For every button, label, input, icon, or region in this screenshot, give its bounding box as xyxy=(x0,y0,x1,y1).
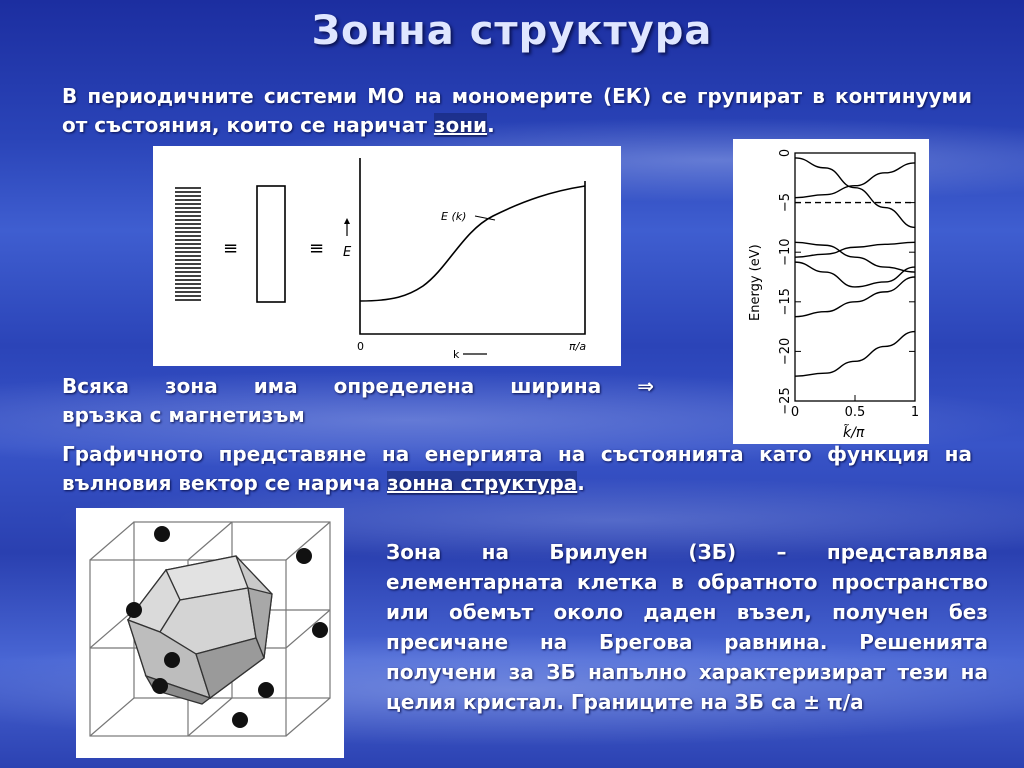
intro-end: . xyxy=(487,113,495,137)
y-tick-label: −5 xyxy=(778,193,793,213)
k-axis-label: k xyxy=(453,348,460,361)
intro-paragraph xyxy=(62,82,972,140)
equiv-sign-1: ≡ xyxy=(223,238,239,259)
brillouin-paragraph xyxy=(386,537,988,717)
x-tick-label: 0 xyxy=(790,405,800,420)
equiv-sign-2: ≡ xyxy=(309,238,325,259)
dispersion-frame xyxy=(360,158,585,334)
band-line-5 xyxy=(795,262,915,287)
chart-ylabel: Energy (eV) xyxy=(748,244,763,321)
slide-title: Зонна структура xyxy=(311,8,713,54)
band-width-text: Всяка зона има определена ширина xyxy=(62,374,638,398)
truncated-octahedron xyxy=(128,556,272,704)
band-structure-end: . xyxy=(577,471,585,495)
brillouin-text: Зона на Брилуен (ЗБ) – представлява елементарната клетка в обратното пространство или обемът около даден възел, получен без пресичане на Брегова равнина. Решенията получени за ЗБ напълно характеризират тези на целия кристал. Границите на ЗБ са xyxy=(386,540,988,714)
band-structure-term: зонна структура xyxy=(387,471,578,495)
end-label: π/a xyxy=(569,340,587,353)
band-line-6 xyxy=(795,277,915,317)
band-formation-figure xyxy=(153,146,621,366)
e-axis-arrowhead xyxy=(344,218,350,224)
band-line-2 xyxy=(795,163,915,198)
x-tick-label: 0.5 xyxy=(844,405,866,420)
x-tick-label: 1 xyxy=(910,405,920,420)
band-structure-chart xyxy=(733,139,929,444)
e-axis-label: E xyxy=(343,245,352,260)
magnetism-text: връзка с магнетизъм xyxy=(62,403,305,427)
band-structure-paragraph xyxy=(62,440,972,498)
y-tick-label: −15 xyxy=(778,288,793,316)
curve-label: E (k) xyxy=(441,210,467,223)
band-structure-svg xyxy=(733,139,929,444)
plus-minus: ± xyxy=(803,690,821,714)
y-tick-label: 0 xyxy=(778,148,793,158)
y-tick-label: −25 xyxy=(778,387,793,415)
intro-text: В периодичните системи МО на мономерите (ЕК) се групират в континууми от състояния, които се наричат xyxy=(62,84,972,137)
band-structure-text: Графичното представяне на енергията на състоянията като функция на вълновия вектор се нарича xyxy=(62,442,972,495)
discrete-levels xyxy=(175,188,201,300)
band-line-7 xyxy=(795,332,915,377)
origin-label: 0 xyxy=(357,340,364,353)
band-formation-svg xyxy=(153,146,621,366)
y-tick-label: −20 xyxy=(778,337,793,366)
implies-arrow: ⇒ xyxy=(637,374,654,398)
band-width-paragraph xyxy=(62,372,654,430)
brillouin-zone-svg xyxy=(76,508,344,758)
brillouin-zone-figure xyxy=(76,508,344,758)
dispersion-curve xyxy=(360,186,585,301)
zones-term: зони xyxy=(433,113,488,137)
chart-xlabel: k̃/π xyxy=(843,425,865,441)
band-rectangle xyxy=(257,186,285,302)
y-tick-label: −10 xyxy=(778,238,793,266)
pi-over-a: π/a xyxy=(827,690,864,714)
band-line-1 xyxy=(795,158,915,227)
